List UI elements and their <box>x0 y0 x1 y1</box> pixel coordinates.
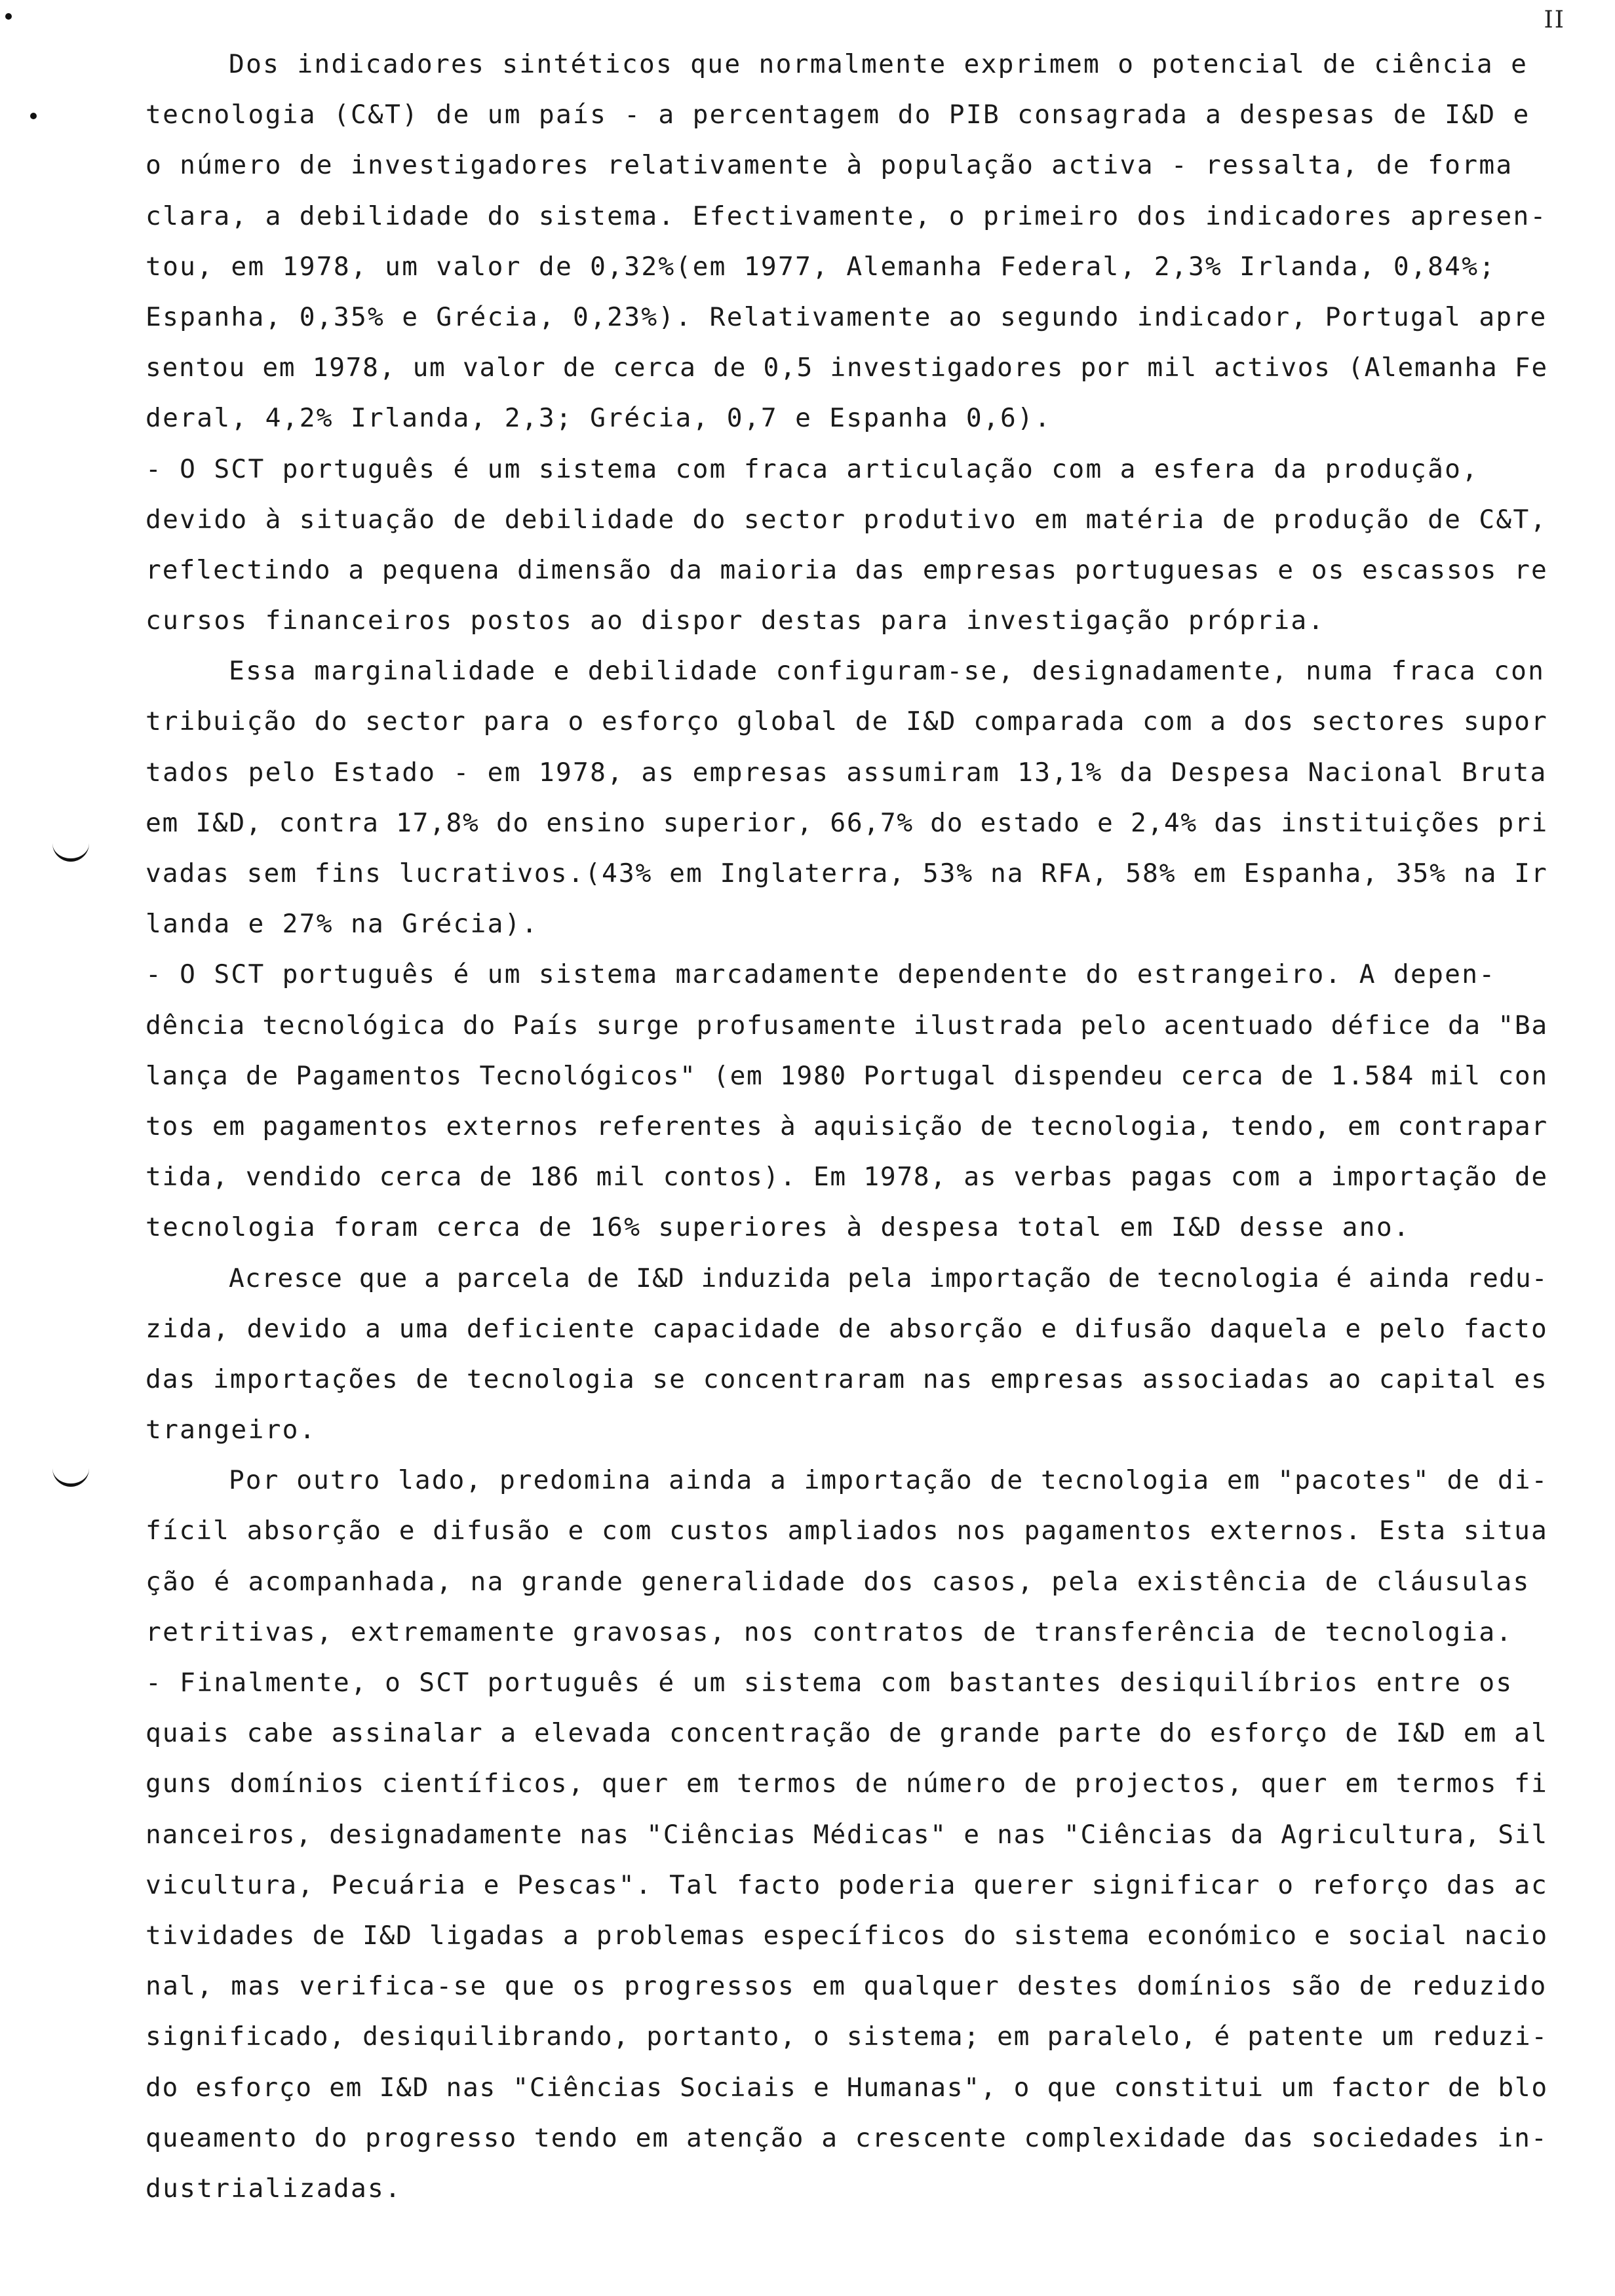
text-line: nanceiros, designadamente nas "Ciências Médicas" e nas "Ciências da Agricultura, Sil <box>146 1819 1548 1850</box>
text-line: queamento do progresso tendo em atenção a crescente complexidade das sociedades in- <box>146 2122 1548 2153</box>
text-line: Acresce que a parcela de I&D induzida pela importação de tecnologia é ainda redu- <box>229 1263 1548 1293</box>
text-line: - Finalmente, o SCT português é um sistema com bastantes desiquilíbrios entre os <box>146 1668 1513 1698</box>
text-line: tecnologia foram cerca de 16% superiores à despesa total em I&D desse ano. <box>146 1212 1411 1243</box>
text-line: - O SCT português é um sistema com fraca articulação com a esfera da produção, <box>146 453 1479 484</box>
text-line: reflectindo a pequena dimensão da maioria das empresas portuguesas e os escassos re <box>146 554 1548 585</box>
text-line: dustrializadas. <box>146 2173 402 2204</box>
text-line: vicultura, Pecuária e Pescas". Tal facto poderia querer significar o reforço das ac <box>146 1869 1548 1900</box>
margin-curve-mark <box>52 841 89 862</box>
text-line: - O SCT português é um sistema marcadamente dependente do estrangeiro. A depen- <box>146 959 1496 990</box>
text-line: quais cabe assinalar a elevada concentração de grande parte do esforço de I&D em al <box>146 1718 1548 1749</box>
text-line: trangeiro. <box>146 1415 317 1445</box>
text-line: tida, vendido cerca de 186 mil contos). Em 1978, as verbas pagas com a importação de <box>146 1162 1548 1193</box>
text-line: sentou em 1978, um valor de cerca de 0,5 investigadores por mil activos (Alemanha Fe <box>146 353 1548 383</box>
text-line: fícil absorção e difusão e com custos ampliados nos pagamentos externos. Esta situa <box>146 1516 1548 1546</box>
text-line: retritivas, extremamente gravosas, nos contratos de transferência de tecnologia. <box>146 1617 1513 1647</box>
text-line: tividades de I&D ligadas a problemas específicos do sistema económico e social nacio <box>146 1920 1548 1951</box>
document-body <box>146 39 1548 2214</box>
text-line: Essa marginalidade e debilidade configuram-se, designadamente, numa fraca con <box>229 656 1546 687</box>
text-line: Espanha, 0,35% e Grécia, 0,23%). Relativamente ao segundo indicador, Portugal apre <box>146 301 1547 332</box>
margin-dot-mark <box>5 13 12 20</box>
text-line: guns domínios científicos, quer em termos de número de projectos, quer em termos fi <box>146 1769 1548 1799</box>
text-line: lança de Pagamentos Tecnológicos" (em 1980 Portugal dispendeu cerca de 1.584 mil con <box>146 1060 1548 1091</box>
text-line: landa e 27% na Grécia). <box>146 909 539 940</box>
margin-dot-mark <box>30 113 37 119</box>
text-line: Dos indicadores sintéticos que normalmente exprimem o potencial de ciência e <box>229 49 1528 79</box>
text-line: o número de investigadores relativamente à população activa - ressalta, de forma <box>146 150 1513 181</box>
text-line: nal, mas verifica-se que os progressos em qualquer destes domínios são de reduzido <box>146 1971 1547 2002</box>
text-line: tou, em 1978, um valor de 0,32%(em 1977, Alemanha Federal, 2,3% Irlanda, 0,84%; <box>146 251 1496 282</box>
text-line: devido à situação de debilidade do sector produtivo em matéria de produção de C&T, <box>146 504 1547 535</box>
text-line: cursos financeiros postos ao dispor destas para investigação própria. <box>146 605 1325 636</box>
text-line: ção é acompanhada, na grande generalidade dos casos, pela existência de cláusulas <box>146 1566 1530 1597</box>
text-line: vadas sem fins lucrativos.(43% em Inglaterra, 53% na RFA, 58% em Espanha, 35% na Ir <box>146 858 1548 889</box>
page-number: II <box>1544 7 1565 33</box>
text-line: em I&D, contra 17,8% do ensino superior, 66,7% do estado e 2,4% das instituições pri <box>146 807 1548 838</box>
text-line: tecnologia (C&T) de um país - a percentagem do PIB consagrada a despesas de I&D e <box>146 100 1530 130</box>
text-line: Por outro lado, predomina ainda a importação de tecnologia em "pacotes" de di- <box>229 1465 1549 1496</box>
text-line: tribuição do sector para o esforço global de I&D comparada com a dos sectores supor <box>146 706 1548 737</box>
text-line: deral, 4,2% Irlanda, 2,3; Grécia, 0,7 e Espanha 0,6). <box>146 403 1052 434</box>
text-line: do esforço em I&D nas "Ciências Sociais e Humanas", o que constitui um factor de blo <box>146 2072 1548 2103</box>
text-line: tados pelo Estado - em 1978, as empresas assumiram 13,1% da Despesa Nacional Bruta <box>146 757 1547 788</box>
text-line: zida, devido a uma deficiente capacidade de absorção e difusão daquela e pelo facto <box>146 1313 1548 1344</box>
text-line: dência tecnológica do País surge profusamente ilustrada pelo acentuado défice da "Ba <box>146 1010 1548 1041</box>
text-line: tos em pagamentos externos referentes à aquisição de tecnologia, tendo, em contrapar <box>146 1111 1548 1141</box>
text-line: das importações de tecnologia se concentraram nas empresas associadas ao capital es <box>146 1364 1548 1394</box>
margin-curve-mark <box>52 1466 89 1487</box>
text-line: significado, desiquilibrando, portanto, o sistema; em paralelo, é patente um reduzi- <box>146 2021 1548 2052</box>
text-line: clara, a debilidade do sistema. Efectivamente, o primeiro dos indicadores apresen- <box>146 201 1547 231</box>
